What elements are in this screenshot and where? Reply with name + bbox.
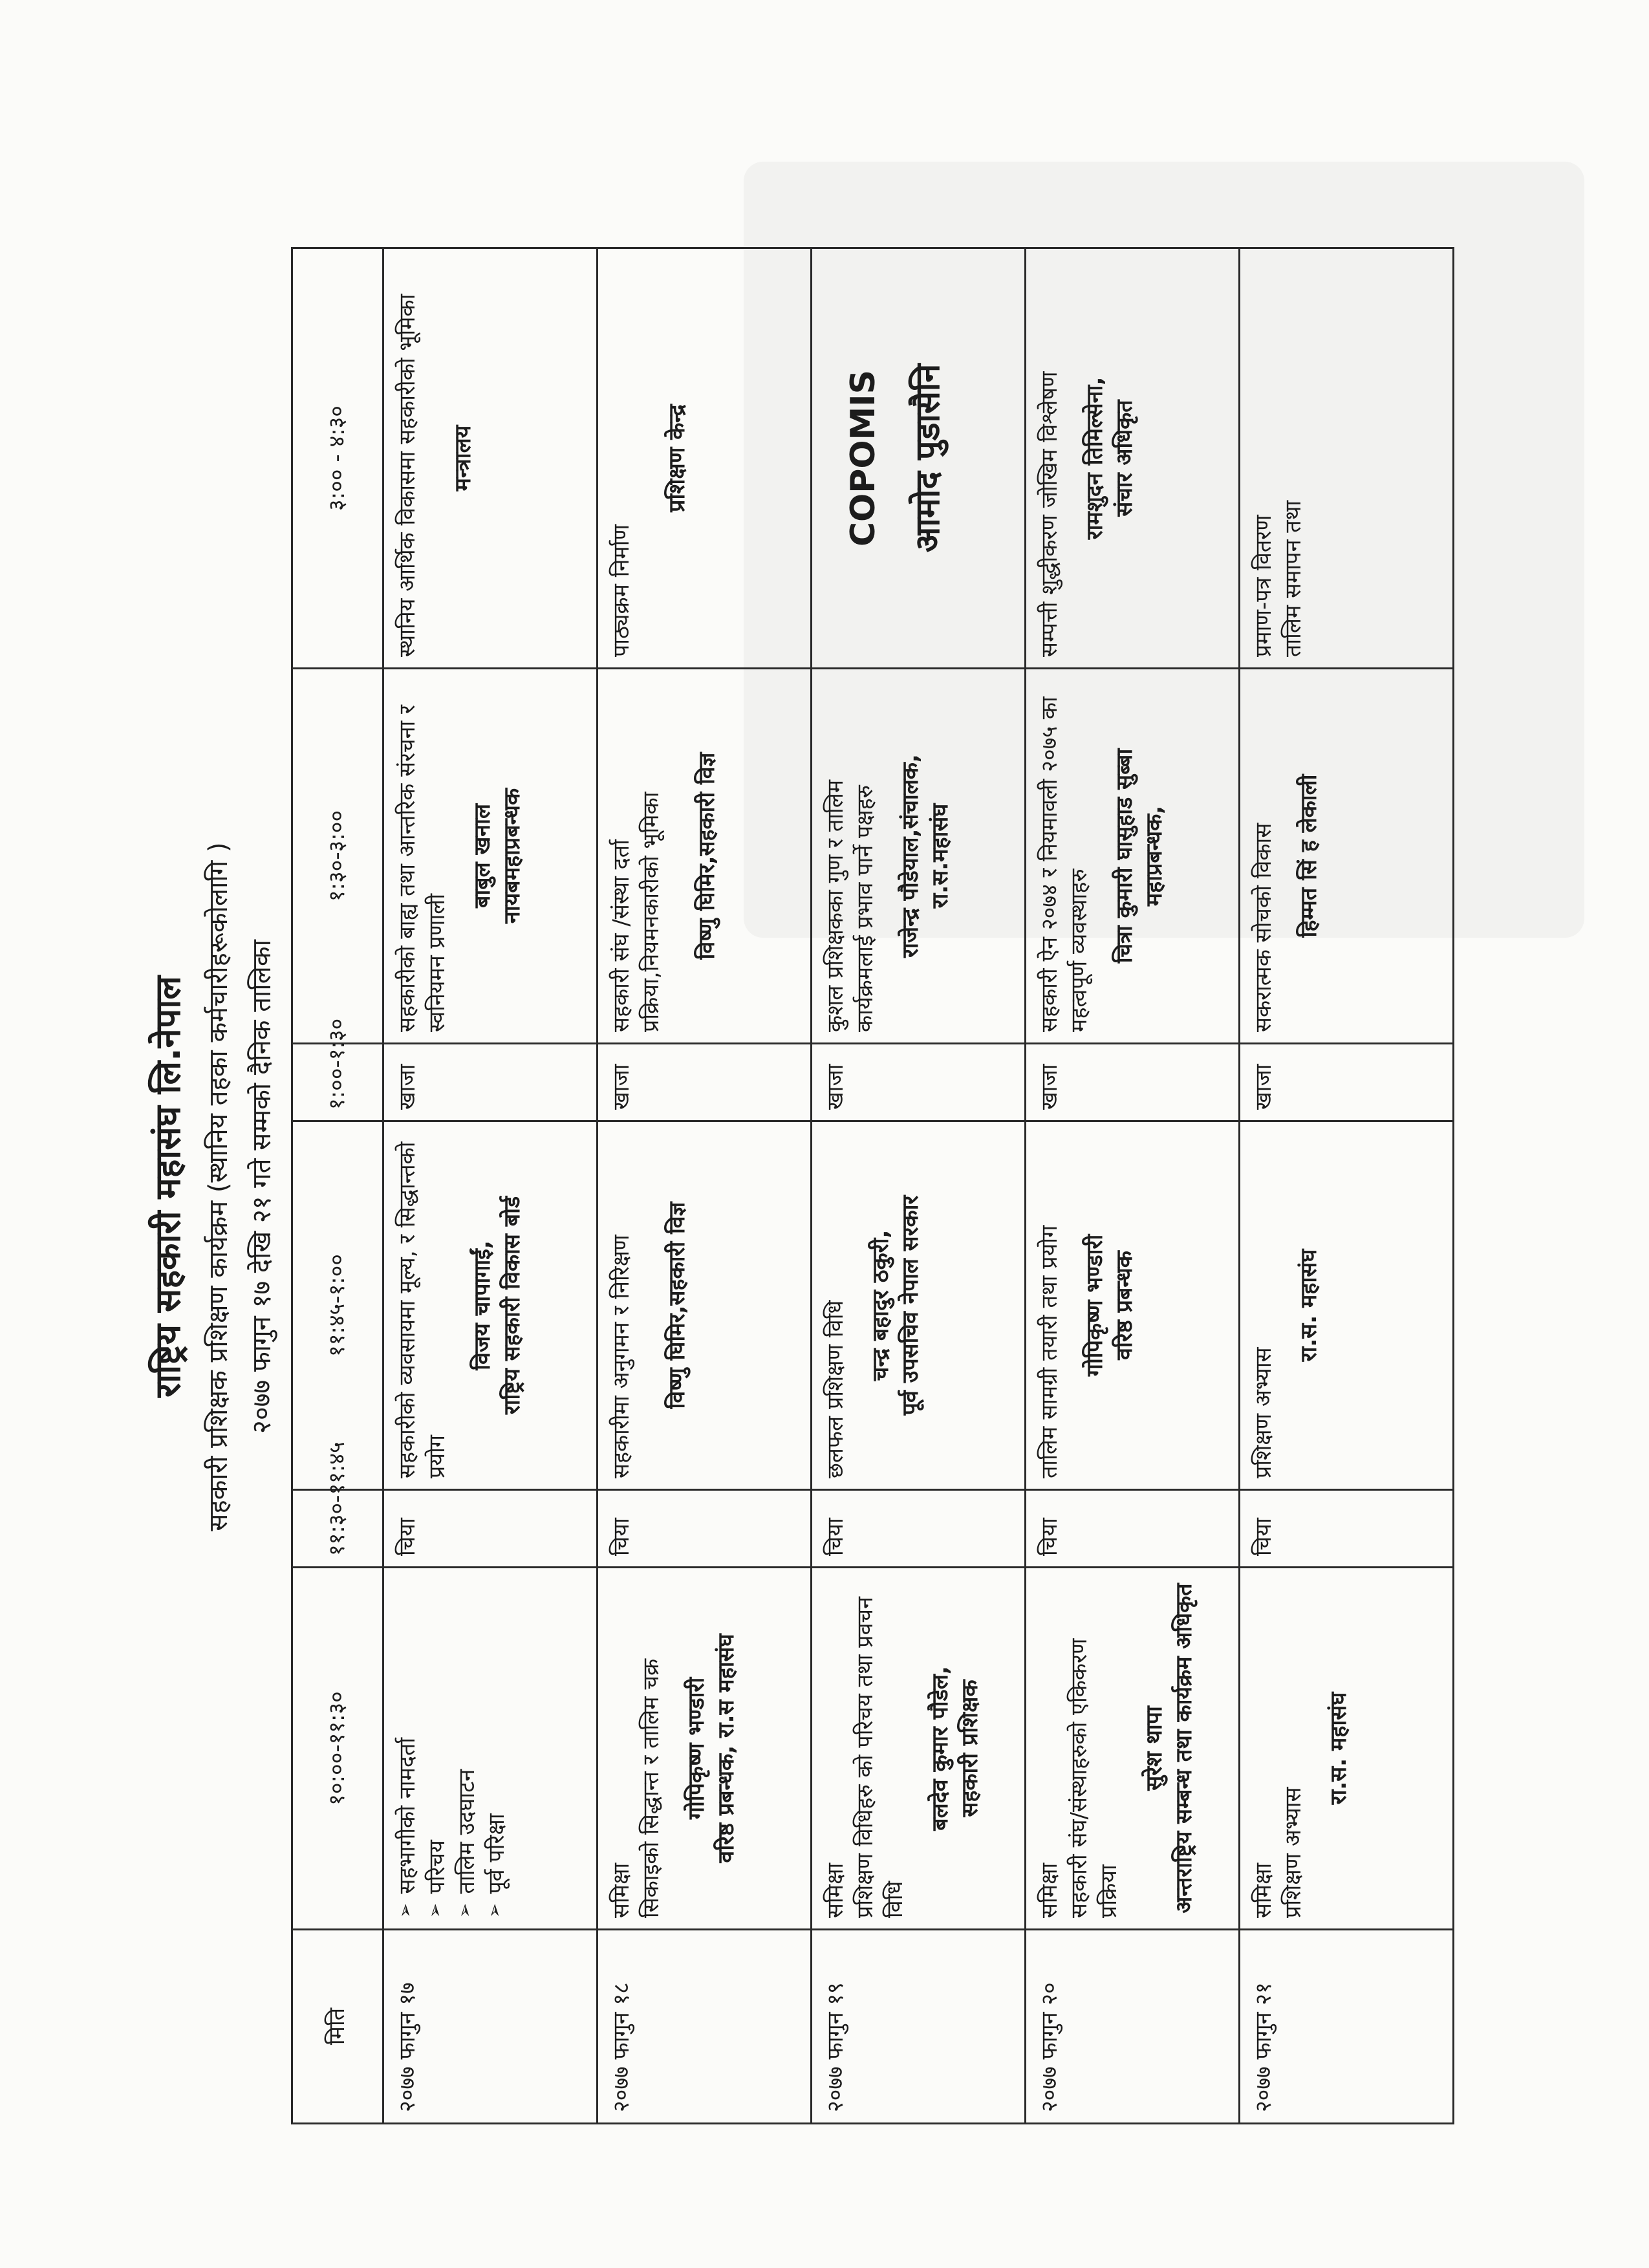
session-cell	[812, 248, 1026, 669]
session-cell: स्थानिय आर्थिक विकासमा सहकारीको भूमिका मन्त्रालय	[383, 248, 598, 669]
column-header: ११:३०-११:४५	[292, 1490, 383, 1568]
session-cell: प्रमाण-पत्र वितरण तालिम समापन तथा	[1240, 248, 1454, 669]
break-cell: चिया	[1026, 1490, 1240, 1568]
schedule-table	[291, 247, 1454, 2124]
document-subtitle: सहकारी प्रशिक्षक प्रशिक्षण कार्यक्रम (स्थानिय तहका कर्मचारीहरूकोलागि )	[204, 842, 233, 1531]
session-cell: सहकारीको व्यवसायमा मूल्य, र सिद्धान्तको प्रयोग विजय चापागाईं, राष्ट्रिय सहकारी विकास बोर्ड	[383, 1121, 598, 1490]
column-header: मिति	[292, 1930, 383, 2124]
session-cell: तालिम सामग्री तयारी तथा प्रयोग गोपिकृष्ण भण्डारी वरिष्ठ प्रबन्धक	[1026, 1121, 1240, 1490]
break-cell: खाजा	[1026, 1044, 1240, 1121]
column-header: १०:००-११:३०	[292, 1568, 383, 1930]
session-cell: सहकारी ऐन २०७४ र नियमावली २०७५ का महत्वपूर्ण व्यवस्थाहरु चित्रा कुमारी घासुहाड सुब्बा महाप्रबन्धक,	[1026, 669, 1240, 1044]
date-cell: २०७७ फागुन १९	[812, 1930, 1026, 2124]
column-header: ३:०० - ४:३०	[292, 248, 383, 669]
session-cell: छलफल प्रशिक्षण विधि चन्द्र बहादुर ठकुरी, पूर्व उपसचिव नेपाल सरकार	[812, 1121, 1026, 1490]
copomis-label: COPOMIS	[844, 369, 883, 547]
break-cell: खाजा	[1240, 1044, 1454, 1121]
date-cell: २०७७ फागुन १७	[383, 1930, 598, 2124]
session-cell: सहकारीमा अनुगमन र निरिक्षण विष्णु घिमिर,सहकारी विज्ञ	[598, 1121, 812, 1490]
column-header: ११:४५-१:००	[292, 1121, 383, 1490]
session-cell: समिक्षा सिकाइको सिद्धान्त र तालिम चक्र गोपिकृष्ण भण्डारी वरिष्ठ प्रबन्धक, रा.स महासंघ	[598, 1568, 812, 1930]
date-cell: २०७७ फागुन २०	[1026, 1930, 1240, 2124]
list-item: ➢ सहभागीको नामदर्ता	[393, 1579, 423, 1918]
session-cell: समिक्षा सहकारी संघ/संस्थाहरुको एकिकरण प्रक्रिया सुरेश थापा अन्तराष्ट्रिय सम्बन्ध तथा कार्यक्रम अधिकृत	[1026, 1568, 1240, 1930]
session-cell: प्रशिक्षण अभ्यास रा.स. महासंघ	[1240, 1121, 1454, 1490]
list-item: ➢ परिचय	[423, 1579, 453, 1918]
break-cell: खाजा	[383, 1044, 598, 1121]
table-header-row	[292, 248, 383, 2124]
session-cell: सकरात्मक सोचको विकास हिम्मत सिं ह लेकाली	[1240, 669, 1454, 1044]
break-cell: चिया	[1240, 1490, 1454, 1568]
speaker-name: आमोद पुडासैनि	[909, 363, 948, 553]
table-row	[812, 248, 1026, 2124]
table-row	[1240, 248, 1454, 2124]
session-cell: पाठ्यक्रम निर्माण प्रशिक्षण केन्द्र	[598, 248, 812, 669]
arrow-bullet-icon: ➢	[394, 1903, 416, 1918]
arrow-bullet-icon: ➢	[424, 1903, 446, 1918]
session-cell: कुशल प्रशिक्षकका गुण र तालिम कार्यक्रमलाई प्रभाव पार्ने पक्षहरु राजेन्द्र पौडेयाल,संचालक, रा.स.महासंघ	[812, 669, 1026, 1044]
rotated-document	[129, 249, 1474, 2124]
document-title: राष्ट्रिय सहकारी महासंघ लि.नेपाल	[147, 976, 188, 1398]
break-cell: खाजा	[598, 1044, 812, 1121]
session-cell: समिक्षा प्रशिक्षण अभ्यास रा.स. महासंघ	[1240, 1568, 1454, 1930]
session-cell: सम्पत्ती शुद्धीकरण जोखिम विश्लेषण रामशुदन तिमिल्सेना, संचार अधिकृत	[1026, 248, 1240, 669]
list-item: ➢ तालिम उदघाटन	[453, 1579, 482, 1918]
break-cell: खाजा	[812, 1044, 1026, 1121]
break-cell: चिया	[383, 1490, 598, 1568]
column-header: १:००-१:३०	[292, 1044, 383, 1121]
date-cell: २०७७ फागुन २१	[1240, 1930, 1454, 2124]
bullet-list	[393, 1579, 512, 1918]
session-cell: सहकारीको बाह्य तथा आन्तरिक संरचना र स्वनियमन प्रणाली बाबुल खनाल नायबमहाप्रबन्धक	[383, 669, 598, 1044]
arrow-bullet-icon: ➢	[453, 1903, 475, 1918]
document-heading	[142, 249, 278, 2124]
table-row	[383, 248, 598, 2124]
column-header: १:३०-३:००	[292, 669, 383, 1044]
table-row	[1026, 248, 1240, 2124]
session-cell: सहकारी संघ /संस्था दर्ता प्रक्रिया,नियमनकारीको भूमिका विष्णु घिमिर,सहकारी विज्ञ	[598, 669, 812, 1044]
list-item: ➢ पूर्व परिक्षा	[482, 1579, 512, 1918]
arrow-bullet-icon: ➢	[483, 1903, 505, 1918]
document-date-range: २०७७ फागुन १७ देखि २१ गते सम्मको दैनिक तालिका	[247, 940, 277, 1434]
table-row	[598, 248, 812, 2124]
break-cell: चिया	[598, 1490, 812, 1568]
session-cell: समिक्षा प्रशिक्षण विधिहरु को परिचय तथा प्रवचन विधि बलदेव कुमार पौडेल, सहकारी प्रशिक्षक	[812, 1568, 1026, 1930]
session-cell	[383, 1568, 598, 1930]
break-cell: चिया	[812, 1490, 1026, 1568]
date-cell: २०७७ फागुन १८	[598, 1930, 812, 2124]
